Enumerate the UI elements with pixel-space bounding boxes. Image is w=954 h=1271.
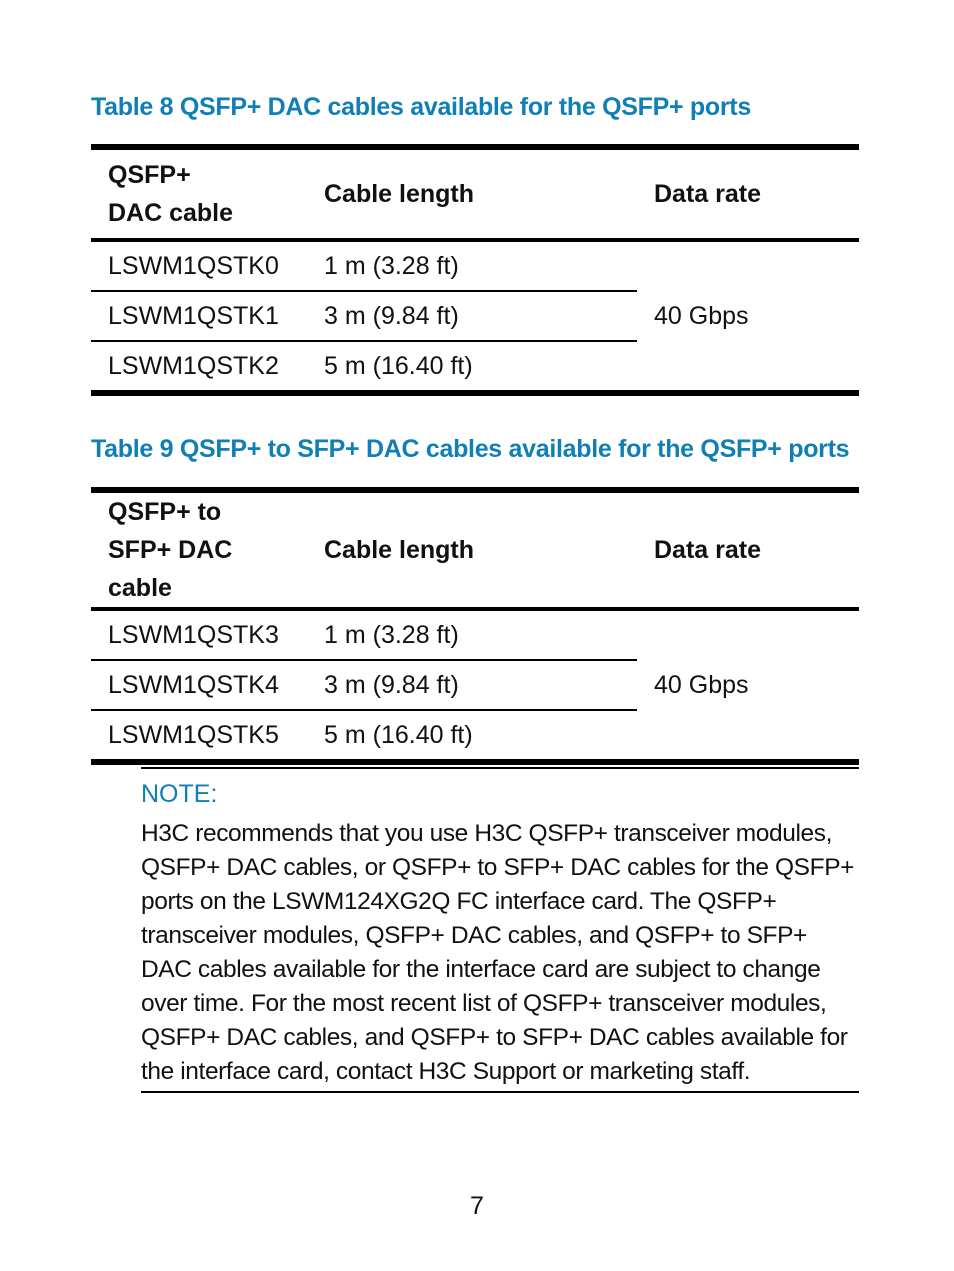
- cell-length: 3 m (9.84 ft): [307, 291, 637, 341]
- cell-cable: LSWM1QSTK3: [91, 609, 307, 660]
- cell-data-rate: 40 Gbps: [654, 670, 749, 699]
- table-header-row: [91, 147, 859, 240]
- cell-length: 1 m (3.28 ft): [307, 240, 637, 291]
- table-8-caption: Table 8 QSFP+ DAC cables available for the QSFP+ ports: [91, 93, 751, 121]
- note-box: [141, 767, 859, 1093]
- cell-length: 5 m (16.40 ft): [324, 720, 473, 749]
- header-rate: Data rate: [654, 536, 761, 564]
- header-rate: Data rate: [654, 180, 761, 208]
- qsfp-to-sfp-dac-cables-table: [91, 487, 859, 765]
- cell-cable: LSWM1QSTK2: [108, 351, 279, 380]
- cell-cable: LSWM1QSTK4: [91, 660, 307, 710]
- cell-length: 1 m (3.28 ft): [307, 609, 637, 660]
- table-9-caption: Table 9 QSFP+ to SFP+ DAC cables available for the QSFP+ ports: [91, 435, 850, 463]
- header-cable: QSFP+ DAC cable: [108, 161, 234, 227]
- cell-cable: LSWM1QSTK0: [91, 240, 307, 291]
- table-row: [91, 609, 859, 660]
- cell-cable: LSWM1QSTK5: [108, 720, 279, 749]
- cell-length: 5 m (16.40 ft): [324, 351, 473, 380]
- cell-length: 3 m (9.84 ft): [307, 660, 637, 710]
- header-length: Cable length: [324, 536, 475, 564]
- page-number: 7: [470, 1192, 484, 1220]
- cell-data-rate: 40 Gbps: [654, 301, 749, 330]
- cell-cable: LSWM1QSTK1: [91, 291, 307, 341]
- note-text: H3C recommends that you use H3C QSFP+ transceiver modules, QSFP+ DAC cables, or QSFP+ to SFP+ DAC cables for the QSFP+ ports on the LSWM124XG2Q FC interface card. The QSFP+ transceiver modules, QSFP+ DAC cables, and QSFP+ to SFP+ DAC cables available for the interface card are subject to change over time. For the most recent list of QSFP+ transceiver modules, QSFP+ DAC cables, and QSFP+ to SFP+ DAC cables available for the interface card, contact H3C Support or marketing staff.: [141, 820, 855, 1085]
- qsfp-dac-cables-table: [91, 144, 859, 396]
- table-header-row: [91, 490, 859, 609]
- header-cable: QSFP+ to SFP+ DAC cable: [108, 498, 233, 602]
- header-length: Cable length: [324, 180, 475, 208]
- note-label: NOTE:: [141, 780, 218, 808]
- table-row: [91, 240, 859, 291]
